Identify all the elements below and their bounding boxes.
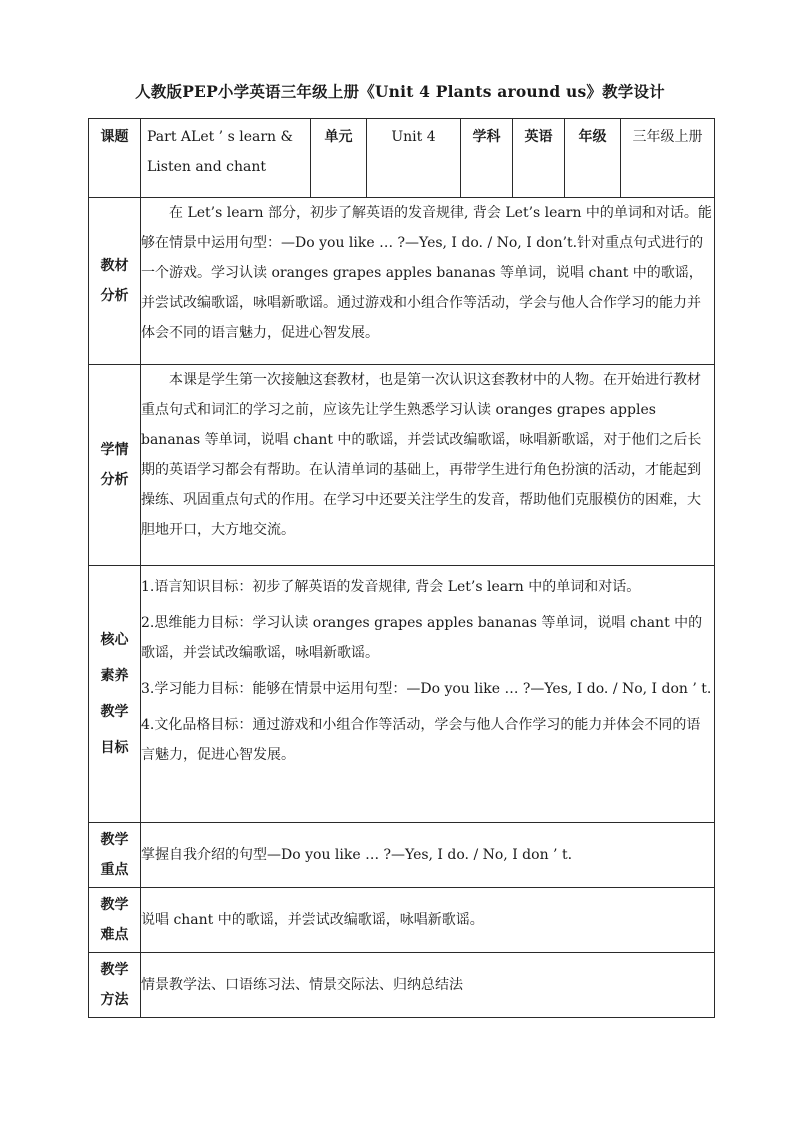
goal-item-2: 2.思维能力目标：学习认读 oranges grapes apples bananas 等单词，说唱 chant 中的歌谣，并尝试改编歌谣，咏唱新歌谣。	[141, 615, 703, 661]
document-title: 人教版PEP小学英语三年级上册《Unit 4 Plants around us》教学设计	[135, 82, 665, 101]
unit-value: Unit 4	[367, 119, 461, 198]
topic-value: Part ALet ’ s learn & Listen and chant	[141, 119, 311, 198]
difficulties-row	[89, 888, 715, 953]
goals-label: 核心 素养 教学 目标	[89, 566, 141, 823]
key-points-label: 教学 重点	[89, 823, 141, 888]
subject-label: 学科	[461, 119, 513, 198]
goal-item-4: 4.文化品格目标：通过游戏和小组合作等活动，学会与他人合作学习的能力并体会不同的语言魅力，促进心智发展。	[141, 717, 701, 763]
topic-label: 课题	[89, 119, 141, 198]
methods-text: 情景教学法、口语练习法、情景交际法、归纳总结法	[141, 977, 463, 993]
unit-label: 单元	[311, 119, 367, 198]
difficulties-label: 教学 难点	[89, 888, 141, 953]
key-points-row	[89, 823, 715, 888]
grade-value: 三年级上册	[621, 119, 715, 198]
material-text: 在 Let’s learn 部分，初步了解英语的发音规律, 背会 Let’s learn 中的单词和对话。能够在情景中运用句型：—Do you like … ?—Yes, I do. / No, I don’t.针对重点句式进行的一个游戏。学习认读 oranges grapes apples bananas 等单词，说唱 chant 中的歌谣，并尝试改编歌谣，咏唱新歌谣。通过游戏和小组合作等活动，学会与他人合作学习的能力并体会不同的语言魅力，促进心智发展。	[141, 205, 712, 341]
goal-item-1: 1.语言知识目标：初步了解英语的发音规律, 背会 Let’s learn 中的单词和对话。	[141, 579, 641, 595]
difficulties-text: 说唱 chant 中的歌谣，并尝试改编歌谣，咏唱新歌谣。	[141, 912, 484, 928]
students-label: 学情 分析	[89, 365, 141, 566]
key-points-text: 掌握自我介绍的句型—Do you like … ?—Yes, I do. / No, I don ’ t.	[141, 847, 573, 863]
material-row	[89, 198, 715, 365]
subject-value: 英语	[513, 119, 565, 198]
header-row	[89, 119, 715, 198]
grade-label: 年级	[565, 119, 621, 198]
lesson-plan-table	[88, 118, 715, 1018]
goal-item-3: 3.学习能力目标：能够在情景中运用句型：—Do you like … ?—Yes, I do. / No, I don ’ t.	[141, 681, 712, 697]
goals-row	[89, 566, 715, 823]
students-row	[89, 365, 715, 566]
students-text: 本课是学生第一次接触这套教材，也是第一次认识这套教材中的人物。在开始进行教材重点句式和词汇的学习之前，应该先让学生熟悉学习认读 oranges grapes apples bananas 等单词，说唱 chant 中的歌谣，并尝试改编歌谣，咏唱新歌谣，对于他们之后长期的英语学习都会有帮助。在认清单词的基础上，再带学生进行角色扮演的活动，才能起到操练、巩固重点句式的作用。在学习中还要关注学生的发音，帮助他们克服模仿的困难，大胆地开口，大方地交流。	[141, 372, 702, 538]
methods-row	[89, 953, 715, 1018]
material-label: 教材 分析	[89, 198, 141, 365]
methods-label: 教学 方法	[89, 953, 141, 1018]
